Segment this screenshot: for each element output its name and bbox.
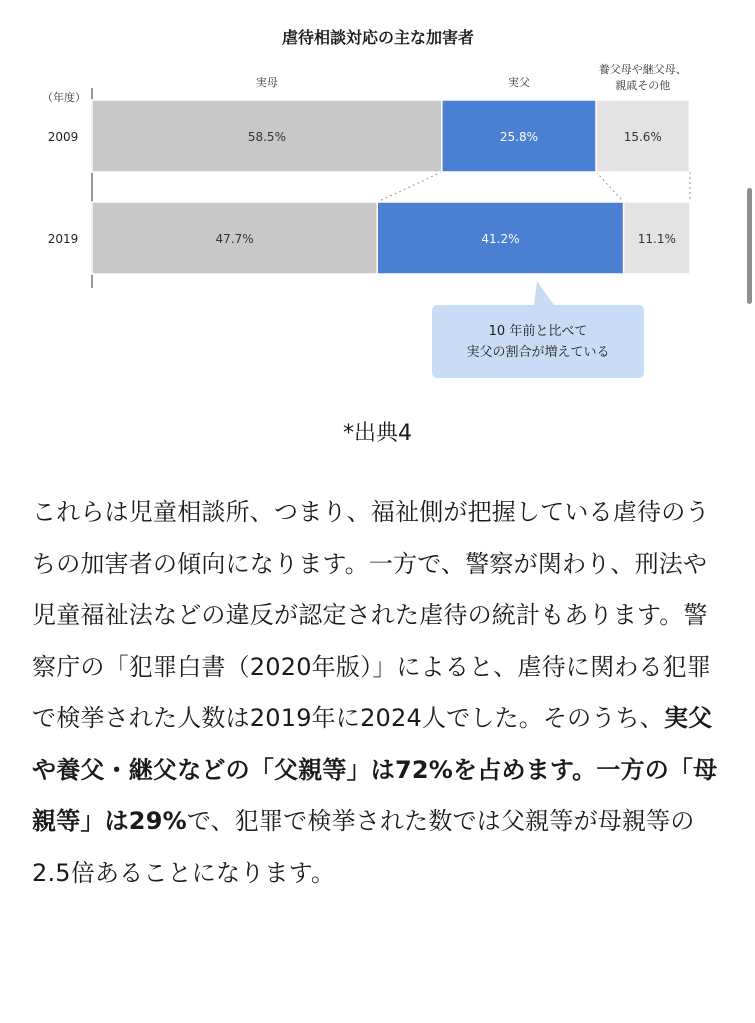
data-label: 47.7%: [215, 232, 254, 246]
legend-label-2: 実父: [507, 76, 530, 89]
annotation-text: 実父の割合が増えている: [466, 345, 610, 360]
axis-unit-label: （年度）: [42, 91, 86, 104]
body-text-bold: 実父や養父・継父などの「父親等」は72%を占めます。一方の「母親等」は29%: [32, 704, 718, 835]
legend-label-3: 養父母や継父母、: [598, 63, 687, 76]
data-label: 15.6%: [623, 130, 662, 144]
body-text-1: これらは児童相談所、つまり、福祉側が把握している虐待のうちの加害者の傾向になります。一方で、警察が関わり、刑法や児童福祉法などの違反が認定された虐待の統計もあります。警察庁の「犯罪白書（2020年版）」によると、虐待に関わる犯罪で検挙された人数は2019年に2024人でした。そのうち、: [32, 498, 712, 732]
chart-title: 虐待相談対応の主な加害者: [281, 28, 475, 47]
annotation-text: 10 年前と比べて: [488, 324, 588, 339]
legend-label-1: 実母: [255, 76, 278, 89]
category-label: 2019: [47, 232, 79, 246]
legend-label-3: 親戚その他: [615, 79, 671, 92]
category-label: 2009: [47, 130, 79, 144]
body-text-2: で、犯罪で検挙された数では父親等が母親等の2.5倍あることになります。: [32, 807, 695, 887]
data-label: 11.1%: [637, 232, 676, 246]
data-label: 58.5%: [247, 130, 286, 144]
connector-line: [377, 172, 442, 202]
connector-line: [596, 172, 624, 202]
data-label: 41.2%: [481, 232, 520, 246]
body-paragraph: [32, 487, 727, 899]
chart: [0, 0, 755, 400]
scrollbar-thumb[interactable]: [747, 188, 752, 304]
source-note: *出典4: [343, 421, 412, 446]
data-label: 25.8%: [499, 130, 539, 144]
